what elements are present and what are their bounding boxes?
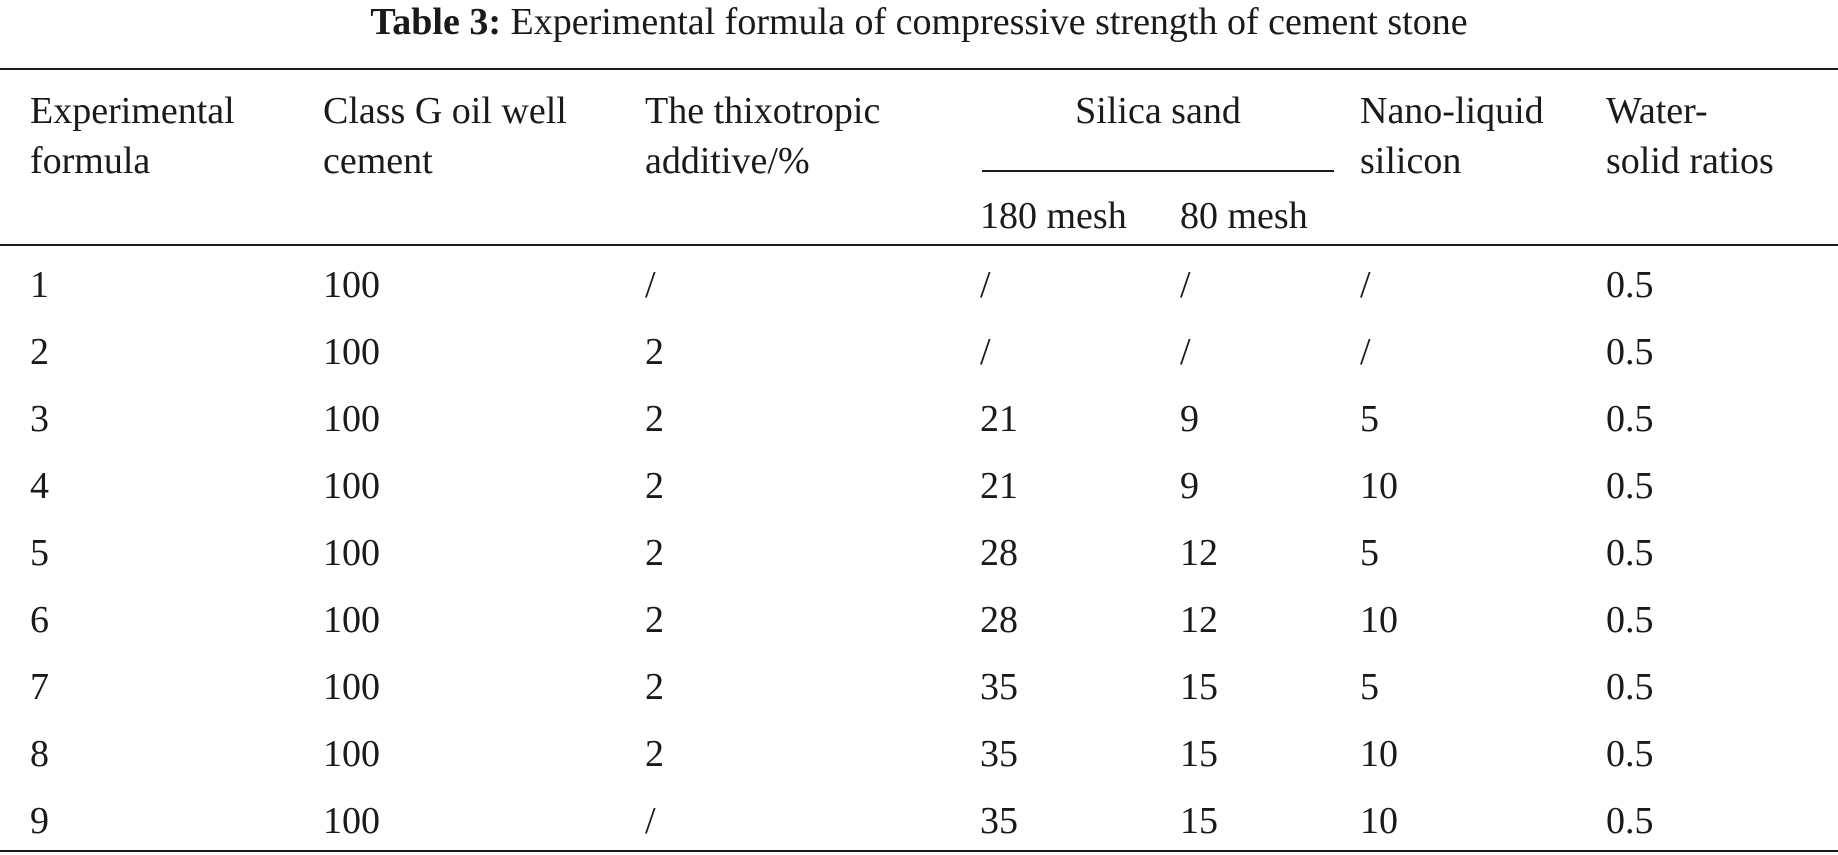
table-cell: 12 <box>1180 599 1218 641</box>
header-nano-liquid-silicon-line2: silicon <box>1360 140 1462 182</box>
table-cell: 10 <box>1360 800 1398 842</box>
header-water-solid-ratios-line1: Water- <box>1606 90 1708 132</box>
silica-sand-group-rule <box>982 170 1334 172</box>
table-cell: 5 <box>1360 398 1379 440</box>
table-cell: 5 <box>30 532 49 574</box>
table-cell: 9 <box>1180 398 1199 440</box>
table-cell: 2 <box>645 532 664 574</box>
bottom-rule <box>0 850 1838 852</box>
table-cell: 100 <box>323 465 380 507</box>
table-cell: 100 <box>323 264 380 306</box>
header-80-mesh: 80 mesh <box>1180 195 1308 237</box>
header-rule <box>0 244 1838 246</box>
table-cell: 35 <box>980 666 1018 708</box>
table-cell: / <box>1360 264 1371 306</box>
caption-label: Table 3: <box>370 1 501 43</box>
table-cell: 10 <box>1360 599 1398 641</box>
table-cell: 7 <box>30 666 49 708</box>
table-cell: 15 <box>1180 733 1218 775</box>
header-thixotropic-additive-line1: The thixotropic <box>645 90 881 132</box>
table-cell: 100 <box>323 398 380 440</box>
header-water-solid-ratios-line2: solid ratios <box>1606 140 1774 182</box>
table-cell: 100 <box>323 666 380 708</box>
table-cell: 2 <box>645 733 664 775</box>
table-cell: 2 <box>645 666 664 708</box>
table-cell: 21 <box>980 398 1018 440</box>
table-cell: 0.5 <box>1606 331 1654 373</box>
table-cell: 35 <box>980 800 1018 842</box>
table-cell: / <box>1360 331 1371 373</box>
table-cell: 9 <box>30 800 49 842</box>
table-cell: 15 <box>1180 800 1218 842</box>
top-rule <box>0 68 1838 70</box>
header-silica-sand: Silica sand <box>1075 90 1241 132</box>
table-cell: / <box>980 264 991 306</box>
table-cell: 4 <box>30 465 49 507</box>
table-cell: 21 <box>980 465 1018 507</box>
table-cell: / <box>645 264 656 306</box>
table-cell: 28 <box>980 532 1018 574</box>
table-cell: 2 <box>645 398 664 440</box>
table-cell: / <box>1180 331 1191 373</box>
table-cell: 35 <box>980 733 1018 775</box>
table-cell: 12 <box>1180 532 1218 574</box>
table-cell: 0.5 <box>1606 532 1654 574</box>
table-cell: 3 <box>30 398 49 440</box>
table-cell: / <box>980 331 991 373</box>
table-cell: 2 <box>30 331 49 373</box>
caption-title: Experimental formula of compressive strength of cement stone <box>510 1 1468 43</box>
table-cell: 10 <box>1360 733 1398 775</box>
table-cell: 0.5 <box>1606 800 1654 842</box>
header-experimental-formula-line2: formula <box>30 140 151 182</box>
table-cell: 0.5 <box>1606 599 1654 641</box>
table-cell: 5 <box>1360 666 1379 708</box>
header-experimental-formula-line1: Experimental <box>30 90 235 132</box>
table-cell: 10 <box>1360 465 1398 507</box>
table-cell: 6 <box>30 599 49 641</box>
table-cell: 2 <box>645 465 664 507</box>
table-cell: 0.5 <box>1606 465 1654 507</box>
table-cell: 0.5 <box>1606 398 1654 440</box>
table-cell: 2 <box>645 599 664 641</box>
table-cell: 15 <box>1180 666 1218 708</box>
table-cell: / <box>645 800 656 842</box>
table-cell: 0.5 <box>1606 733 1654 775</box>
table-cell: 1 <box>30 264 49 306</box>
table-cell: 9 <box>1180 465 1199 507</box>
table-cell: 2 <box>645 331 664 373</box>
table-cell: 100 <box>323 532 380 574</box>
table-cell: 100 <box>323 599 380 641</box>
header-thixotropic-additive-line2: additive/% <box>645 140 810 182</box>
table-cell: 5 <box>1360 532 1379 574</box>
table-cell: 28 <box>980 599 1018 641</box>
table-cell: 0.5 <box>1606 264 1654 306</box>
header-nano-liquid-silicon-line1: Nano-liquid <box>1360 90 1544 132</box>
table-cell: 100 <box>323 800 380 842</box>
table-caption <box>0 0 1838 60</box>
header-class-g-cement-line2: cement <box>323 140 433 182</box>
header-180-mesh: 180 mesh <box>980 195 1127 237</box>
table-cell: / <box>1180 264 1191 306</box>
table-cell: 100 <box>323 733 380 775</box>
table-cell: 0.5 <box>1606 666 1654 708</box>
table-cell: 100 <box>323 331 380 373</box>
header-class-g-cement-line1: Class G oil well <box>323 90 567 132</box>
table-cell: 8 <box>30 733 49 775</box>
